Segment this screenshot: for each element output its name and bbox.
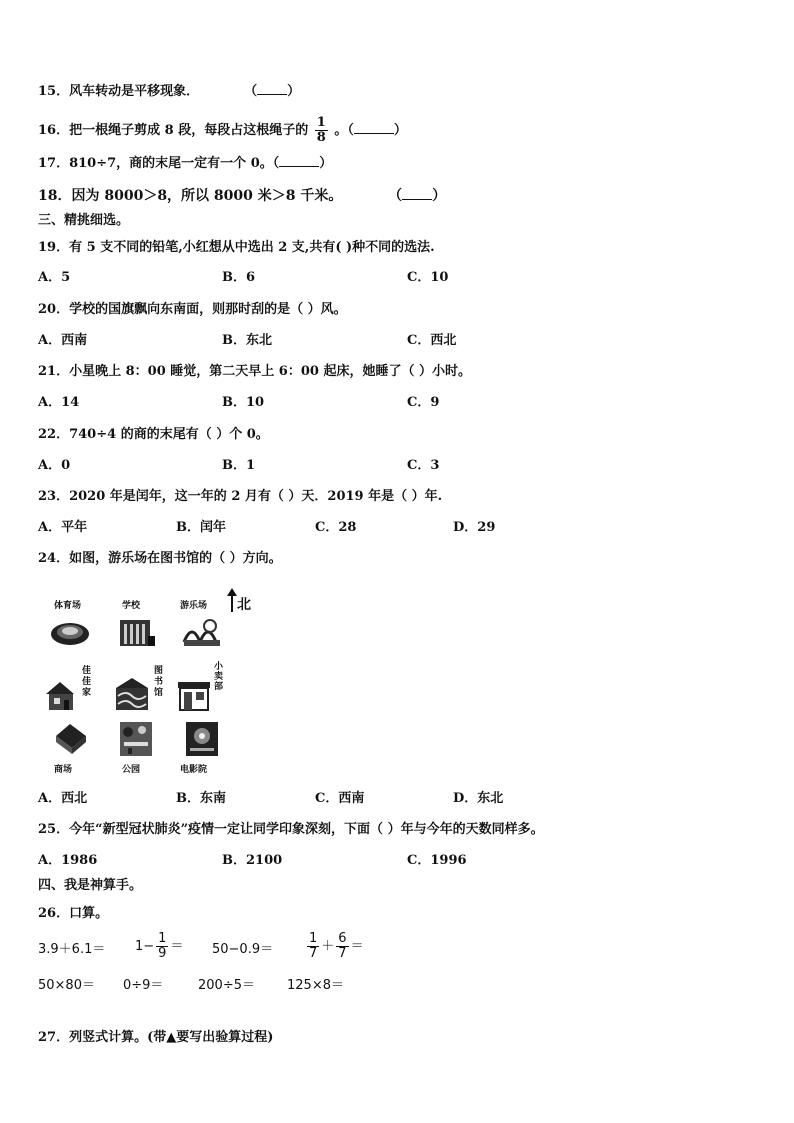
calc-expression: 0÷9＝ (123, 978, 164, 993)
question-16: 16．把一根绳子剪成 8 段，每段占这根绳子的 $\frac{1}{8}$ 。（ ） (38, 115, 407, 145)
place-mall: 商场 (44, 720, 94, 778)
calc-expression: 1− $\frac{1}{9}$ ＝ (135, 931, 184, 961)
calc-expression: 125×8＝ (287, 978, 344, 993)
question-25: 25．今年“新型冠状肺炎”疫情一定让同学印象深刻，下面（ ）年与今年的天数同样多。 (38, 822, 544, 837)
shop-icon (176, 676, 216, 712)
place-amusement-park: 游乐场 (176, 598, 226, 656)
place-cinema: 电影院 (176, 720, 226, 778)
fraction: $\frac{6}{7}$ (338, 931, 347, 961)
option-b[interactable]: B．东北 (222, 333, 272, 348)
option-a[interactable]: A．1986 (38, 853, 98, 868)
section-heading-3: 三、精挑细选。 (38, 213, 130, 228)
option-c[interactable]: C．10 (407, 270, 449, 285)
option-a[interactable]: A．平年 (38, 520, 88, 535)
mall-icon (50, 720, 90, 756)
option-a[interactable]: A．14 (38, 395, 80, 410)
option-c[interactable]: C．3 (407, 458, 440, 473)
question-17: 17．810÷7，商的末尾一定有一个 0。（ ） (38, 156, 333, 171)
option-a[interactable]: A．西北 (38, 791, 88, 806)
option-a[interactable]: A．5 (38, 270, 71, 285)
fraction: $\frac{1}{9}$ (158, 931, 167, 961)
park-icon (116, 720, 156, 756)
north-arrow-icon (227, 588, 237, 596)
option-c[interactable]: C．西南 (315, 791, 365, 806)
place-shop: 小卖部 (176, 662, 226, 720)
question-26: 26．口算。 (38, 906, 109, 921)
option-b[interactable]: B．10 (222, 395, 265, 410)
option-b[interactable]: B．6 (222, 270, 256, 285)
answer-blank[interactable] (402, 187, 432, 200)
fraction: $\frac{1}{7}$ (309, 931, 318, 961)
calc-expression: 50−0.9＝ (212, 942, 274, 957)
amusement-park-icon (182, 612, 222, 648)
option-a[interactable]: A．西南 (38, 333, 88, 348)
cinema-icon (182, 720, 222, 756)
answer-blank[interactable] (279, 154, 319, 167)
question-21: 21．小星晚上 8：00 睡觉，第二天早上 6：00 起床，她睡了（ ）小时。 (38, 364, 471, 379)
option-c[interactable]: C．西北 (407, 333, 457, 348)
question-24: 24．如图，游乐场在图书馆的（ ）方向。 (38, 551, 282, 566)
map-figure (38, 588, 268, 788)
option-b[interactable]: B．2100 (222, 853, 283, 868)
calc-expression: 200÷5＝ (198, 978, 255, 993)
question-27: 27．列竖式计算。(带▲要写出验算过程) (38, 1030, 274, 1045)
place-school: 学校 (110, 598, 160, 656)
option-c[interactable]: C．28 (315, 520, 357, 535)
answer-blank[interactable] (354, 121, 394, 134)
north-label: 北 (237, 597, 251, 613)
option-a[interactable]: A．0 (38, 458, 71, 473)
question-20: 20．学校的国旗飘向东南面，则那时刮的是（ ）风。 (38, 302, 347, 317)
question-19: 19．有 5 支不同的铅笔,小红想从中选出 2 支,共有( )种不同的选法. (38, 240, 435, 255)
place-park: 公园 (110, 720, 160, 778)
option-c[interactable]: C．9 (407, 395, 440, 410)
stadium-icon (50, 612, 90, 648)
option-c[interactable]: C．1996 (407, 853, 467, 868)
option-b[interactable]: B．1 (222, 458, 256, 473)
library-icon (112, 676, 152, 712)
place-home: 佳佳家 (44, 662, 94, 720)
section-heading-4: 四、我是神算手。 (38, 878, 143, 893)
question-15: 15．风车转动是平移现象． （ ） (38, 84, 301, 99)
school-icon (116, 612, 156, 648)
question-23: 23．2020 年是闰年，这一年的 2 月有（ ）天．2019 年是（ ）年. (38, 489, 443, 504)
calc-expression: $\frac{1}{7}$ ＋ $\frac{6}{7}$ ＝ (309, 931, 364, 961)
question-18: 18．因为 8000＞8，所以 8000 米＞8 千米。 （ ） (38, 188, 447, 204)
answer-blank[interactable] (257, 82, 287, 95)
fraction: $\frac{1}{8}$ (316, 115, 326, 145)
option-b[interactable]: B．东南 (176, 791, 226, 806)
option-d[interactable]: D．29 (453, 520, 496, 535)
place-gym: 体育场 (44, 598, 94, 656)
option-b[interactable]: B．闰年 (176, 520, 226, 535)
place-library: 图书馆 (110, 662, 160, 720)
calc-expression: 50×80＝ (38, 978, 95, 993)
question-22: 22．740÷4 的商的末尾有（ ）个 0。 (38, 427, 269, 442)
calc-expression: 3.9＋6.1＝ (38, 942, 106, 957)
house-icon (44, 676, 84, 712)
option-d[interactable]: D．东北 (453, 791, 504, 806)
